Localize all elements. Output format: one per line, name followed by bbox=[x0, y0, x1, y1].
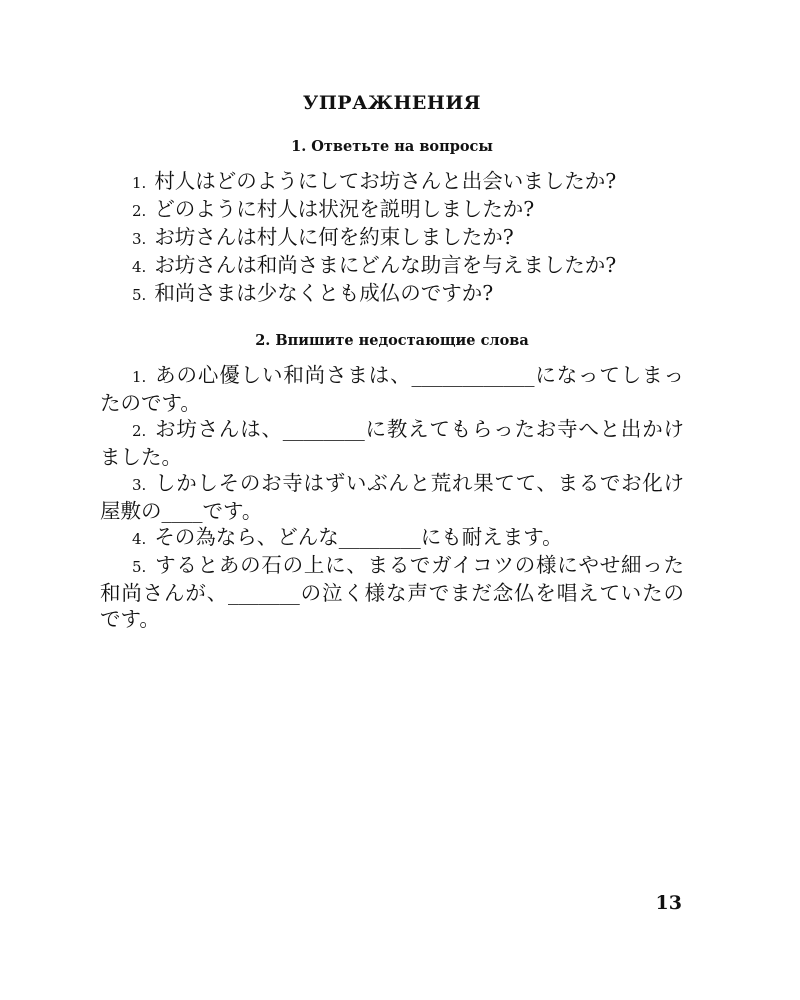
item-number: 1. bbox=[132, 368, 147, 386]
exercise-page bbox=[100, 88, 684, 632]
item-number: 5. bbox=[132, 286, 147, 304]
item-text: しかしそのお寺はずいぶんと荒れ果てて、まるでお化け屋敷の____です。 bbox=[100, 471, 684, 523]
item-text: あの心優しい和尚さまは、____________になってしまったのです。 bbox=[100, 363, 684, 415]
question-item bbox=[100, 252, 684, 280]
fill-in-item bbox=[100, 552, 684, 632]
section-1-heading: 1. Ответьте на вопросы bbox=[291, 138, 493, 155]
item-number: 3. bbox=[132, 476, 147, 494]
question-item bbox=[100, 196, 684, 224]
question-item bbox=[100, 280, 684, 308]
item-text: お坊さんは、________に教えてもらったお寺へと出かけました。 bbox=[100, 417, 684, 469]
item-number: 5. bbox=[132, 558, 147, 576]
fill-in-item bbox=[100, 470, 684, 524]
item-number: 3. bbox=[132, 230, 147, 248]
fill-in-item bbox=[100, 416, 684, 470]
item-number: 1. bbox=[132, 174, 147, 192]
item-text: その為なら、どんな________にも耐えます。 bbox=[154, 525, 563, 549]
item-number: 2. bbox=[132, 422, 147, 440]
question-item bbox=[100, 224, 684, 252]
item-text: するとあの石の上に、まるでガイコツの様にやせ細った和尚さんが、_______の泣く様な声でまだ念仏を唱えていたのです。 bbox=[100, 553, 684, 631]
item-text: 村人はどのようにしてお坊さんと出会いましたか? bbox=[154, 169, 617, 193]
question-item bbox=[100, 168, 684, 196]
question-list bbox=[100, 168, 684, 308]
item-number: 2. bbox=[132, 202, 147, 220]
section-2-heading: 2. Впишите недостающие слова bbox=[255, 332, 529, 349]
item-text: どのように村人は状況を説明しましたか? bbox=[154, 197, 535, 221]
fill-in-item bbox=[100, 362, 684, 416]
item-text: お坊さんは村人に何を約束しましたか? bbox=[154, 225, 514, 249]
item-number: 4. bbox=[132, 530, 147, 548]
item-text: お坊さんは和尚さまにどんな助言を与えましたか? bbox=[154, 253, 617, 277]
item-text: 和尚さまは少なくとも成仏のですか? bbox=[154, 281, 494, 305]
item-number: 4. bbox=[132, 258, 147, 276]
fill-in-item bbox=[100, 524, 684, 552]
fill-in-list bbox=[100, 362, 684, 632]
page-number: 13 bbox=[655, 892, 682, 914]
page-title: УПРАЖНЕНИЯ bbox=[302, 92, 482, 114]
